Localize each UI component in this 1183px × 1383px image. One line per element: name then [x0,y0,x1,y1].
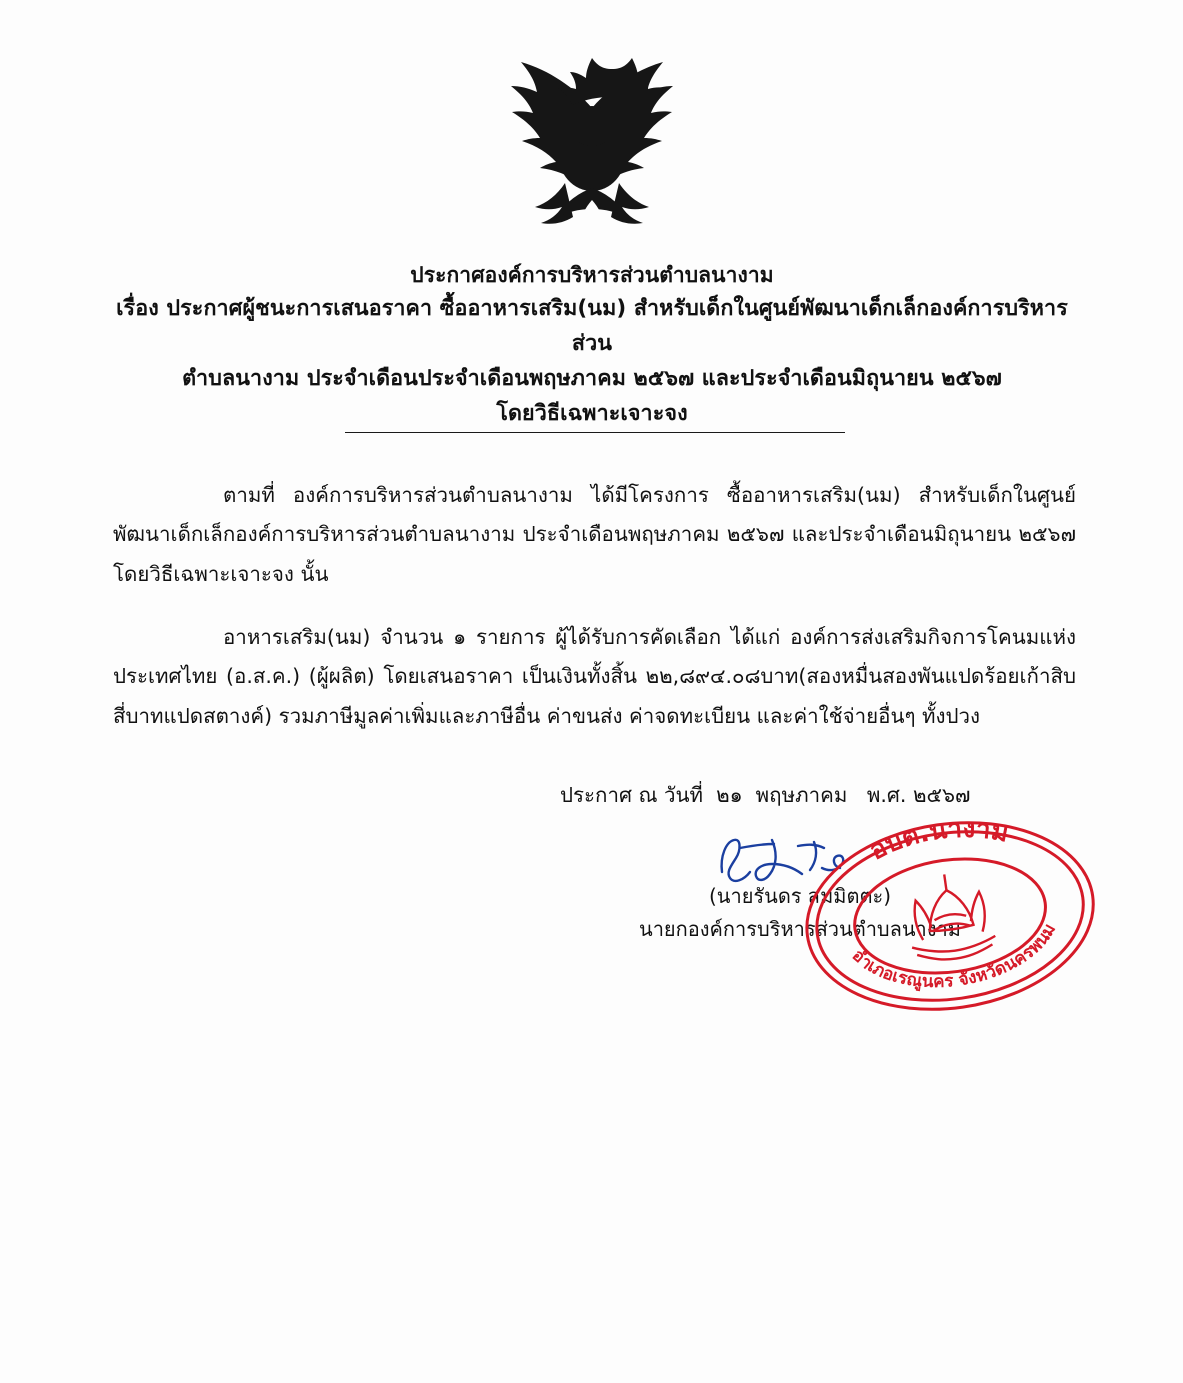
body-paragraph-1 [113,476,1076,594]
header-line-2: เรื่อง ประกาศผู้ชนะการเสนอราคา ซื้ออาหารเสริม(นม) สำหรับเด็กในศูนย์พัฒนาเด็กเล็กองค์การบริหารส่วน [116,296,1068,356]
header-line-4: โดยวิธีเฉพาะเจาะจง [496,400,688,426]
signature-name: (นายรันดร สมมิตตะ) [708,884,892,908]
document-body [113,476,1076,760]
body-paragraph-2 [113,618,1076,736]
header-line-1: ประกาศองค์การบริหารส่วนตำบลนางาม [410,263,774,287]
svg-text:อบต.นางาม [863,806,1015,868]
dateline: ประกาศ ณ วันที่ ๒๑ พฤษภาคม พ.ศ. ๒๕๖๗ [560,783,971,807]
document-header [108,258,1076,431]
seal-bottom-text: อำเภอเรณูนคร จังหวัดนครพนม [848,920,1061,993]
paragraph-1-text: ตามที่ องค์การบริหารส่วนตำบลนางาม ได้มีโครงการ ซื้ออาหารเสริม(นม) สำหรับเด็กในศูนย์พัฒนาเด็กเล็กองค์การบริหารส่วนตำบลนางาม ประจำเดือนพฤษภาคม ๒๕๖๗ และประจำเดือนมิถุนายน ๒๕๖๗ โดยวิธีเฉพาะเจาะจง นั้น [113,483,1076,586]
header-line-3: ตำบลนางาม ประจำเดือนประจำเดือนพฤษภาคม ๒๕๖๗ และประจำเดือนมิถุนายน ๒๕๖๗ [182,365,1002,391]
handwritten-signature [710,828,880,888]
seal-top-text: อบต.นางาม [864,813,1012,867]
garuda-emblem [0,48,1183,228]
paragraph-2-text: อาหารเสริม(นม) จำนวน ๑ รายการ ผู้ได้รับการคัดเลือก ได้แก่ องค์การส่งเสริมกิจการโคนมแห่งประเทศไทย (อ.ส.ค.) (ผู้ผลิต) โดยเสนอราคา เป็นเงินทั้งสิ้น ๒๒,๘๙๔.๐๘บาท(สองหมื่นสองพันแปดร้อยเก้าสิบสี่บาทแปดสตางค์) รวมภาษีมูลค่าเพิ่มและภาษีอื่น ค่าขนส่ง ค่าจดทะเบียน และค่าใช้จ่ายอื่นๆ ทั้งปวง [113,625,1076,728]
signature-title: นายกองค์การบริหารส่วนตำบลนางาม [639,917,961,941]
header-divider [345,432,845,433]
